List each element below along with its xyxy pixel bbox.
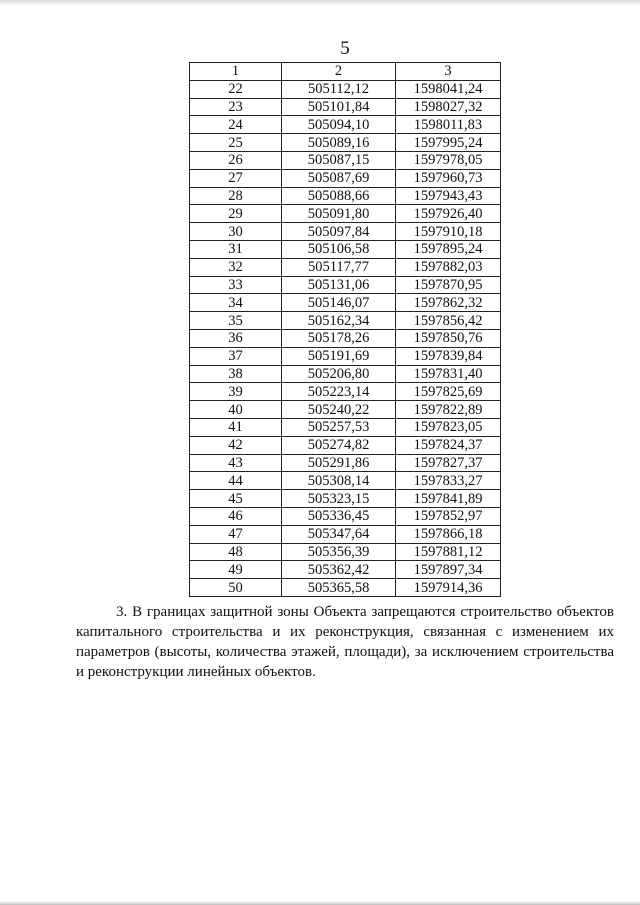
- y-coordinate-cell: 1597823,05: [396, 418, 501, 436]
- x-coordinate-cell: 505257,53: [282, 418, 396, 436]
- y-coordinate-cell: 1597978,05: [396, 151, 501, 169]
- y-coordinate-cell: 1597895,24: [396, 240, 501, 258]
- table-row: [190, 525, 501, 543]
- coordinates-table: [189, 62, 501, 597]
- y-coordinate-cell: 1597914,36: [396, 579, 501, 597]
- point-number-cell: 23: [190, 98, 282, 116]
- y-coordinate-cell: 1597910,18: [396, 223, 501, 241]
- x-coordinate-cell: 505362,42: [282, 561, 396, 579]
- x-coordinate-cell: 505365,58: [282, 579, 396, 597]
- table-row: [190, 276, 501, 294]
- table-row: [190, 436, 501, 454]
- x-coordinate-cell: 505323,15: [282, 490, 396, 508]
- point-number-cell: 44: [190, 472, 282, 490]
- y-coordinate-cell: 1597827,37: [396, 454, 501, 472]
- page-number: 5: [340, 38, 350, 59]
- y-coordinate-cell: 1597852,97: [396, 507, 501, 525]
- point-number-cell: 30: [190, 223, 282, 241]
- point-number-cell: 34: [190, 294, 282, 312]
- point-number-cell: 35: [190, 312, 282, 330]
- y-coordinate-cell: 1597850,76: [396, 329, 501, 347]
- point-number-cell: 22: [190, 80, 282, 98]
- point-number-cell: 50: [190, 579, 282, 597]
- point-number-cell: 38: [190, 365, 282, 383]
- y-coordinate-cell: 1597862,32: [396, 294, 501, 312]
- x-coordinate-cell: 505206,80: [282, 365, 396, 383]
- table-row: [190, 472, 501, 490]
- column-header-3: 3: [396, 63, 501, 81]
- table-row: [190, 454, 501, 472]
- point-number-cell: 39: [190, 383, 282, 401]
- table-row: [190, 312, 501, 330]
- x-coordinate-cell: 505089,16: [282, 134, 396, 152]
- x-coordinate-cell: 505087,15: [282, 151, 396, 169]
- table-row: [190, 401, 501, 419]
- x-coordinate-cell: 505146,07: [282, 294, 396, 312]
- table-row: [190, 329, 501, 347]
- paragraph-text: 3. В границах защитной зоны Объекта запрещаются строительство объектов капитального строительства и их реконструкция, связанная с изменением их параметров (высоты, количества этажей, площади), за исключением строительства и реконструкции линейных объектов.: [76, 604, 614, 680]
- point-number-cell: 40: [190, 401, 282, 419]
- table-row: [190, 507, 501, 525]
- table-row: [190, 543, 501, 561]
- point-number-cell: 36: [190, 329, 282, 347]
- table-row: [190, 80, 501, 98]
- point-number-cell: 29: [190, 205, 282, 223]
- point-number-cell: 37: [190, 347, 282, 365]
- table-row: [190, 490, 501, 508]
- x-coordinate-cell: 505336,45: [282, 507, 396, 525]
- y-coordinate-cell: 1597824,37: [396, 436, 501, 454]
- y-coordinate-cell: 1597882,03: [396, 258, 501, 276]
- x-coordinate-cell: 505308,14: [282, 472, 396, 490]
- x-coordinate-cell: 505106,58: [282, 240, 396, 258]
- y-coordinate-cell: 1598027,32: [396, 98, 501, 116]
- table-body: [190, 80, 501, 596]
- table-row: [190, 169, 501, 187]
- x-coordinate-cell: 505347,64: [282, 525, 396, 543]
- y-coordinate-cell: 1598011,83: [396, 116, 501, 134]
- x-coordinate-cell: 505240,22: [282, 401, 396, 419]
- y-coordinate-cell: 1597866,18: [396, 525, 501, 543]
- table-row: [190, 561, 501, 579]
- point-number-cell: 46: [190, 507, 282, 525]
- x-coordinate-cell: 505191,69: [282, 347, 396, 365]
- y-coordinate-cell: 1597926,40: [396, 205, 501, 223]
- y-coordinate-cell: 1598041,24: [396, 80, 501, 98]
- x-coordinate-cell: 505112,12: [282, 80, 396, 98]
- scan-edge-top: [0, 0, 640, 6]
- table-row: [190, 116, 501, 134]
- y-coordinate-cell: 1597833,27: [396, 472, 501, 490]
- x-coordinate-cell: 505162,34: [282, 312, 396, 330]
- x-coordinate-cell: 505101,84: [282, 98, 396, 116]
- y-coordinate-cell: 1597831,40: [396, 365, 501, 383]
- x-coordinate-cell: 505094,10: [282, 116, 396, 134]
- y-coordinate-cell: 1597870,95: [396, 276, 501, 294]
- point-number-cell: 45: [190, 490, 282, 508]
- point-number-cell: 43: [190, 454, 282, 472]
- point-number-cell: 49: [190, 561, 282, 579]
- x-coordinate-cell: 505356,39: [282, 543, 396, 561]
- table-row: [190, 134, 501, 152]
- point-number-cell: 27: [190, 169, 282, 187]
- y-coordinate-cell: 1597839,84: [396, 347, 501, 365]
- y-coordinate-cell: 1597897,34: [396, 561, 501, 579]
- x-coordinate-cell: 505117,77: [282, 258, 396, 276]
- x-coordinate-cell: 505091,80: [282, 205, 396, 223]
- point-number-cell: 26: [190, 151, 282, 169]
- table-row: [190, 347, 501, 365]
- y-coordinate-cell: 1597841,89: [396, 490, 501, 508]
- scan-edge-bottom: [0, 901, 640, 905]
- table-row: [190, 98, 501, 116]
- y-coordinate-cell: 1597856,42: [396, 312, 501, 330]
- x-coordinate-cell: 505274,82: [282, 436, 396, 454]
- y-coordinate-cell: 1597995,24: [396, 134, 501, 152]
- column-header-2: 2: [282, 63, 396, 81]
- point-number-cell: 33: [190, 276, 282, 294]
- x-coordinate-cell: 505097,84: [282, 223, 396, 241]
- point-number-cell: 42: [190, 436, 282, 454]
- table-row: [190, 418, 501, 436]
- x-coordinate-cell: 505291,86: [282, 454, 396, 472]
- table-row: [190, 240, 501, 258]
- table-row: [190, 205, 501, 223]
- x-coordinate-cell: 505178,26: [282, 329, 396, 347]
- point-number-cell: 41: [190, 418, 282, 436]
- point-number-cell: 24: [190, 116, 282, 134]
- point-number-cell: 47: [190, 525, 282, 543]
- y-coordinate-cell: 1597822,89: [396, 401, 501, 419]
- y-coordinate-cell: 1597881,12: [396, 543, 501, 561]
- table-row: [190, 187, 501, 205]
- y-coordinate-cell: 1597960,73: [396, 169, 501, 187]
- table-header-row: [190, 63, 501, 81]
- x-coordinate-cell: 505131,06: [282, 276, 396, 294]
- point-number-cell: 32: [190, 258, 282, 276]
- x-coordinate-cell: 505087,69: [282, 169, 396, 187]
- table-row: [190, 579, 501, 597]
- table-row: [190, 223, 501, 241]
- x-coordinate-cell: 505088,66: [282, 187, 396, 205]
- table-row: [190, 383, 501, 401]
- x-coordinate-cell: 505223,14: [282, 383, 396, 401]
- column-header-1: 1: [190, 63, 282, 81]
- table-row: [190, 151, 501, 169]
- y-coordinate-cell: 1597943,43: [396, 187, 501, 205]
- point-number-cell: 48: [190, 543, 282, 561]
- point-number-cell: 31: [190, 240, 282, 258]
- y-coordinate-cell: 1597825,69: [396, 383, 501, 401]
- table-row: [190, 258, 501, 276]
- table-row: [190, 294, 501, 312]
- table-row: [190, 365, 501, 383]
- point-number-cell: 25: [190, 134, 282, 152]
- point-number-cell: 28: [190, 187, 282, 205]
- restriction-paragraph: [76, 602, 614, 682]
